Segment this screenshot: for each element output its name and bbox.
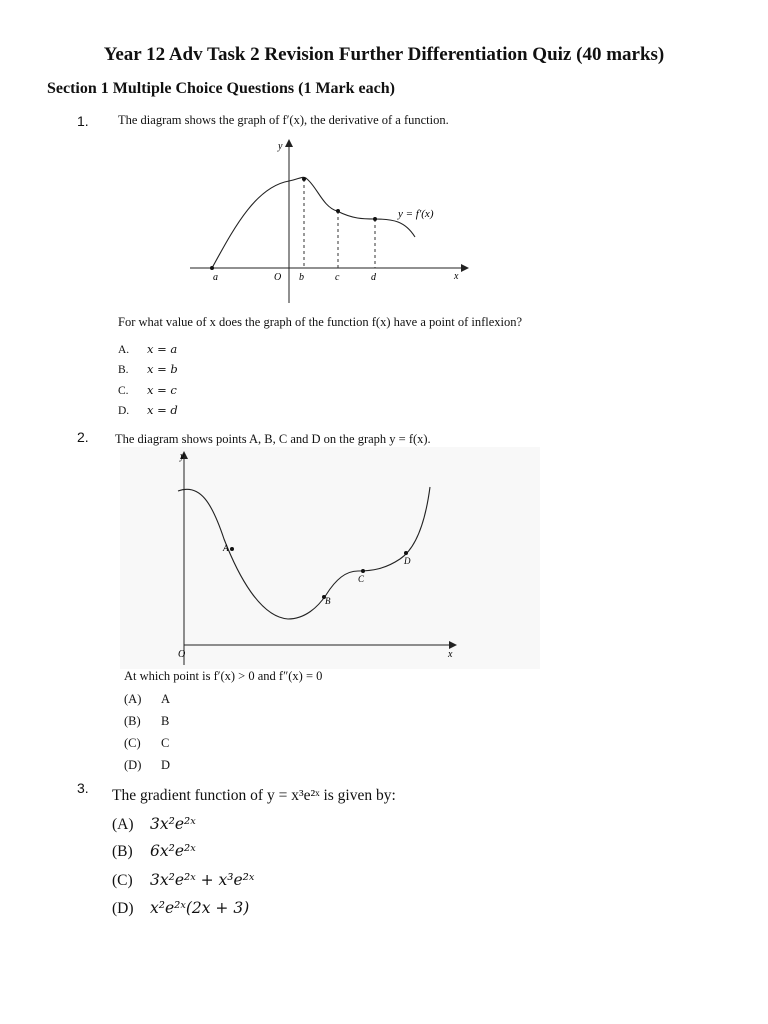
q2-point-d: D: [404, 556, 411, 566]
q1-tick-d: d: [371, 272, 376, 283]
q2-point-b: B: [325, 596, 331, 606]
question-3-option-c[interactable]: [112, 871, 254, 890]
option-letter: (A): [112, 816, 134, 833]
option-text: x = d: [147, 403, 178, 417]
question-2-option-d[interactable]: [124, 758, 170, 773]
q1-tick-b: b: [299, 272, 304, 283]
q1-origin-label: O: [274, 272, 282, 283]
option-letter: A.: [118, 344, 130, 356]
option-text: D: [161, 758, 171, 772]
option-letter: (D): [124, 758, 142, 772]
question-2-graph: [120, 447, 540, 669]
question-1-option-d[interactable]: [118, 403, 178, 417]
option-text: 3x²e²ˣ: [150, 815, 196, 833]
option-text: 6x²e²ˣ: [150, 842, 196, 860]
option-letter: C.: [118, 385, 129, 397]
question-1-option-c[interactable]: [118, 383, 177, 397]
question-2-prompt: At which point is f′(x) > 0 and f″(x) = 0: [124, 669, 323, 683]
question-2-number: 2.: [77, 429, 89, 445]
q2-x-label: x: [448, 649, 453, 660]
q1-curve: [212, 177, 415, 268]
option-text: B: [161, 714, 170, 728]
question-1-prompt: For what value of x does the graph of the function f(x) have a point of inflexion?: [118, 315, 523, 329]
q2-origin-label: O: [178, 649, 186, 660]
option-text: A: [161, 692, 171, 706]
option-letter: (B): [112, 843, 133, 860]
option-text: x²e²ˣ(2x + 3): [150, 899, 250, 917]
option-letter: (C): [124, 736, 141, 750]
question-1-option-a[interactable]: [118, 342, 177, 356]
q1-tick-c: c: [335, 272, 340, 283]
page-title: Year 12 Adv Task 2 Revision Further Differentiation Quiz (40 marks): [103, 44, 665, 65]
q1-tick-a: a: [213, 272, 218, 283]
question-1-number: 1.: [77, 113, 89, 129]
q2-y-label: y: [180, 451, 185, 462]
q1-curve-label: y = f′(x): [398, 208, 434, 220]
option-text: C: [161, 736, 170, 750]
section-heading: Section 1 Multiple Choice Questions (1 Mark each): [47, 80, 395, 97]
question-2-stem: The diagram shows points A, B, C and D on the graph y = f(x).: [115, 432, 431, 446]
option-letter: B.: [118, 364, 129, 376]
question-1-stem: The diagram shows the graph of f′(x), the derivative of a function.: [118, 113, 449, 127]
option-letter: (B): [124, 714, 141, 728]
option-letter: D.: [118, 405, 130, 417]
q2-point-c: C: [358, 574, 365, 584]
question-2-option-c[interactable]: [124, 736, 169, 751]
question-2-option-b[interactable]: [124, 714, 169, 729]
question-3-option-a[interactable]: [112, 815, 196, 834]
option-letter: (C): [112, 872, 133, 889]
option-text: x = c: [147, 383, 177, 397]
question-3-number: 3.: [77, 780, 89, 796]
q1-x-label: x: [454, 271, 459, 282]
q2-point-a: A: [223, 543, 229, 553]
option-text: x = b: [147, 362, 178, 376]
option-letter: (D): [112, 900, 134, 917]
question-1-option-b[interactable]: [118, 362, 178, 376]
q1-y-label: y: [278, 141, 283, 152]
question-3-stem: The gradient function of y = x³e²ˣ is given by:: [112, 787, 396, 804]
option-text: x = a: [147, 342, 178, 356]
option-letter: (A): [124, 692, 142, 706]
question-3-option-b[interactable]: [112, 842, 196, 861]
question-3-option-d[interactable]: [112, 899, 249, 918]
option-text: 3x²e²ˣ + x³e²ˣ: [150, 871, 255, 889]
question-1-graph: [185, 135, 475, 305]
question-2-option-a[interactable]: [124, 692, 170, 707]
